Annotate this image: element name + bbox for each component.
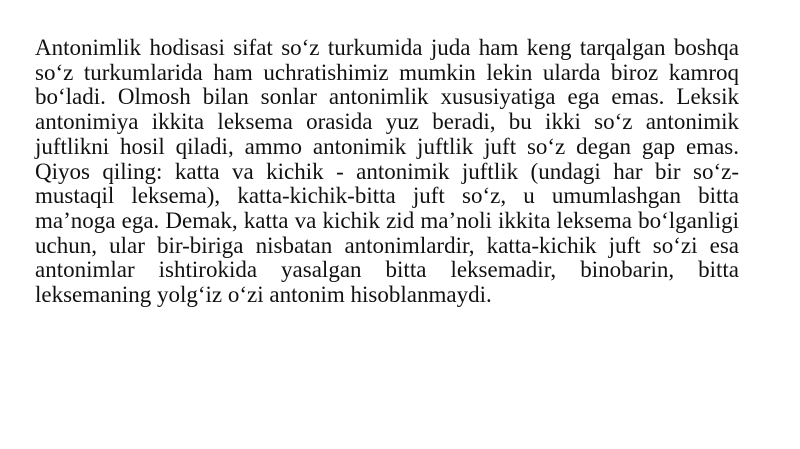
body-paragraph: Antonimlik hodisasi sifat so‘z turkumida juda ham keng tarqalgan boshqa so‘z turkumlarida ham uchratishimiz mumkin lekin ularda biroz kamroq bo‘ladi. Olmosh bilan sonlar antonimlik xususiyatiga ega emas. Leksik antonimiya ikkita leksema orasida yuz beradi, bu ikki so‘z antonimik juftlikni hosil qiladi, ammo antonimik juftlik juft so‘z degan gap emas. Qiyos qiling: katta va kichik - antonimik juftlik (undagi har bir so‘z-mustaqil leksema), katta-kichik-bitta juft so‘z, u umumlashgan bitta ma’noga ega. Demak, katta va kichik zid ma’noli ikkita leksema bo‘lganligi uchun, ular bir-biriga nisbatan antonimlardir, katta-kichik juft so‘zi esa antonimlar ishtirokida yasalgan bitta leksemadir, binobarin, bitta leksemaning yolg‘iz o‘zi antonim hisoblanmaydi.: [35, 35, 739, 308]
